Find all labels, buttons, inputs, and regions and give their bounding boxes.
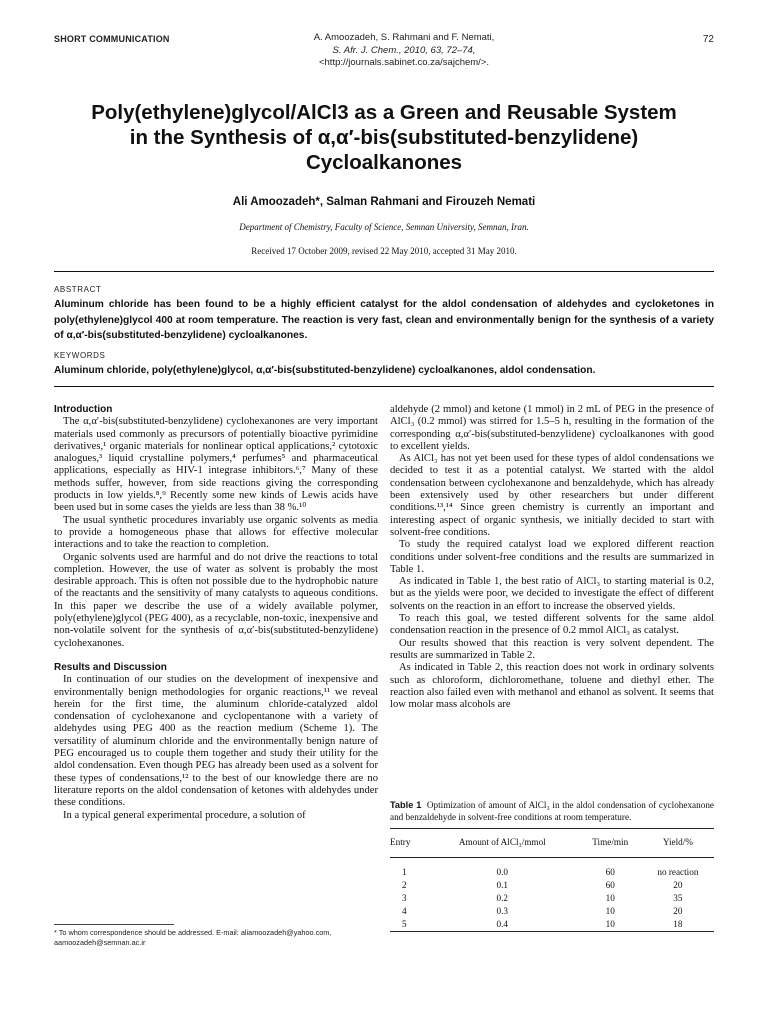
table-caption-text: Optimization of amount of AlCl₃ in the aldol condensation of cyclohexanone and benzaldehyde in solvent-free conditions at room temperature.: [390, 800, 714, 822]
paragraph: In a typical general experimental procedure, a solution of: [63, 809, 306, 821]
table-1: [390, 799, 714, 932]
footnote-line: * To whom correspondence should be addressed. E-mail: aliamoozadeh@yahoo.com,: [54, 928, 332, 937]
table-cell: 60: [605, 880, 615, 890]
paragraph: To reach this goal, we tested different solvents for the same aldol condensation reaction in the presence of 0.2 mmol AlCl₃ as catalyst.: [390, 613, 714, 637]
table-cell: 3: [402, 893, 407, 903]
paragraph: To study the required catalyst load we explored different reaction conditions under solvent-free conditions and the results are summarized in Table 1.: [390, 539, 714, 575]
page-header: [54, 32, 714, 72]
table-cell: 10: [579, 918, 642, 932]
data-table: [390, 828, 714, 932]
footnote-divider: [54, 924, 174, 925]
table-cell: 0.2: [496, 893, 509, 903]
paragraph: As indicated in Table 2, this reaction does not work in ordinary solvents such as chloroform, dichloromethane, toluene and diethyl ether. The reaction also failed even with methanol and ethanol as solvent. It seems that low molar mass alcohols are: [390, 662, 714, 711]
table-row: [390, 858, 714, 880]
paragraph: Organic solvents used are harmful and do not drive the reactions to total completion. However, the use of water as solvent is probably the most desirable approach. This is often not possible due to the hydrophobic nature of the reactants and the sensitivity of many catalysts to aqueous conditions. In this paper we describe the use of a widely available polymer, poly(ethylene)glycol (PEG 400), as a recyclable, non-toxic, inexpensive and non-volatile solvent for the synthesis of α,α′-bis(substituted-benzylidene) cyclohexanones.: [54, 551, 378, 649]
paper-title: [40, 100, 728, 175]
table-cell: 0.4: [426, 918, 579, 932]
paragraph: In continuation of our studies on the development of inexpensive and environmentally benign methodologies for organic reactions,¹¹ we reveal herein for the first time, the aluminum chloride-catalyzed aldol condensation of cyclohexanone and cyclopentanone with a variety of aldehydes using PEG 400 as the reaction medium (Scheme 1). The versatility of aluminum chloride and the environmentally benign nature of PEG encouraged us to couple them together and study their utility for the aldol condensation. Even though PEG has already been used as a solvent for these types of condensations,¹² to the best of our knowledge there are no literature reports on the aldol condensation of ketones with aldehydes under these conditions.: [54, 674, 378, 809]
abstract-text: Aluminum chloride has been found to be a highly efficient catalyst for the aldol condensation of aldehydes and cycloketones in poly(ethylene)glycol 400 at room temperature. The reaction is very fast, clean and environmentally benign for the synthesis of a variety of α,α′-bis(substituted-benzylidene) cycloalkanones.: [54, 299, 714, 341]
page-number: 72: [702, 34, 714, 45]
keywords-label: KEYWORDS: [54, 351, 106, 360]
title-line: Cycloalkanones: [305, 151, 463, 174]
title-line: Poly(ethylene)glycol/AlCl3 as a Green and Reusable System: [91, 101, 677, 124]
footnote-line: aamoozadeh@semnan.ac.ir: [54, 938, 146, 947]
paragraph: The α,α′-bis(substituted-benzylidene) cyclohexanones are very important materials used commonly as precursors of potentially bioactive pyrimidine derivatives,¹ organic materials for nonlinear optical applications,² cytotoxic analogues,³ liquid crystalline polymers,⁴ perfumes⁵ and pharmaceutical applications, especially as HIV-1 integrase inhibitors.⁶,⁷ Many of these methods suffer, however, from side reactions giving the corresponding products in low yields.⁸,⁹ Recently some new kinds of Lewis acids have been used but in some cases the yields are less than 38 %.¹⁰: [54, 416, 378, 514]
table-cell: 20: [673, 880, 683, 890]
table-cell: 18: [642, 918, 714, 932]
table-row: [390, 892, 714, 905]
column-header: Entry: [390, 829, 426, 858]
keywords-text: Aluminum chloride, poly(ethylene)glycol, α,α′-bis(substituted-benzylidene) cycloalkanones, aldol condensation.: [54, 365, 596, 376]
citation: [274, 32, 534, 70]
citation-link[interactable]: <http://journals.sabinet.co.za/sajchem/>.: [318, 57, 490, 68]
footnote: [54, 924, 378, 948]
table-cell: 1: [402, 867, 407, 877]
column-header: Amount of AlCl₃/mmol: [426, 829, 579, 858]
paragraph: aldehyde (2 mmol) and ketone (1 mmol) in 2 mL of PEG in the presence of AlCl₃ (0.2 mmol) was stirred for 1.5–5 h, resulting in the formation of the corresponding α,α′-bis(substituted-benzylidene) cycloalkanones with good to excellent yields.: [390, 404, 714, 452]
section-label: SHORT COMMUNICATION: [54, 34, 170, 44]
title-line: in the Synthesis of α,α′-bis(substituted-benzylidene): [129, 126, 639, 149]
citation-line: S. Afr. J. Chem., 2010, 63, 72–74,: [332, 44, 476, 56]
table-cell: 0.1: [496, 880, 509, 890]
table-cell: 10: [605, 893, 615, 903]
divider: [54, 271, 714, 272]
abstract-section: [54, 285, 714, 344]
section-heading-introduction: Introduction: [54, 404, 113, 415]
table-cell: 5: [390, 918, 426, 932]
abstract-label: ABSTRACT: [54, 285, 102, 294]
column-header: Time/min: [579, 829, 642, 858]
column-header: Yield/%: [642, 829, 714, 858]
divider: [54, 386, 714, 387]
table-caption: [390, 799, 714, 823]
right-column: [390, 404, 714, 711]
table-cell: 2: [402, 880, 407, 890]
affiliation: Department of Chemistry, Faculty of Science, Semnan University, Semnan, Iran.: [239, 222, 529, 232]
left-column: [54, 404, 378, 822]
table-cell: no reaction: [657, 867, 699, 877]
paragraph: The usual synthetic procedures invariably use organic solvents as media to provide a homogeneous phase that allows for effective molecular interactions and to take the reaction to completion.: [54, 514, 378, 551]
table-cell: 35: [673, 893, 683, 903]
citation-line: A. Amoozadeh, S. Rahmani and F. Nemati,: [313, 32, 495, 43]
author-list: Ali Amoozadeh*, Salman Rahmani and Firouzeh Nemati: [232, 196, 536, 208]
table-cell: 4: [402, 906, 407, 916]
table-cell: 10: [605, 906, 615, 916]
table-row: [390, 905, 714, 918]
table-caption-label: Table 1: [390, 800, 422, 810]
table-cell: 0.0: [496, 867, 509, 877]
table-cell: 20: [673, 906, 683, 916]
table-row: [390, 879, 714, 892]
keywords-section: [54, 351, 714, 379]
paragraph: As indicated in Table 1, the best ratio of AlCl₃ to starting material is 0.2, but as the yields were poor, we decided to investigate the effect of different solvents on the reaction in an effort to increase the observed yields.: [390, 576, 714, 612]
paragraph: Our results showed that this reaction is very solvent dependent. The results are summarized in Table 2.: [390, 637, 714, 661]
paragraph: As AlCl₃ has not yet been used for these types of aldol condensations we decided to test it as a potential catalyst. We started with the aldol condensation between cyclohexanone and benzaldehyde, which has already been extensively used by other researchers but under different conditions.¹³,¹⁴ Since green chemistry is currently an important and interesting aspect of organic synthesis, we initially decided to start with solvent-free conditions.: [390, 453, 714, 538]
table-cell: 0.3: [496, 906, 509, 916]
table-row: [390, 918, 714, 932]
section-heading-results: Results and Discussion: [54, 661, 167, 673]
table-cell: 60: [605, 867, 615, 877]
received-dates: Received 17 October 2009, revised 22 May 2010, accepted 31 May 2010.: [251, 246, 517, 256]
